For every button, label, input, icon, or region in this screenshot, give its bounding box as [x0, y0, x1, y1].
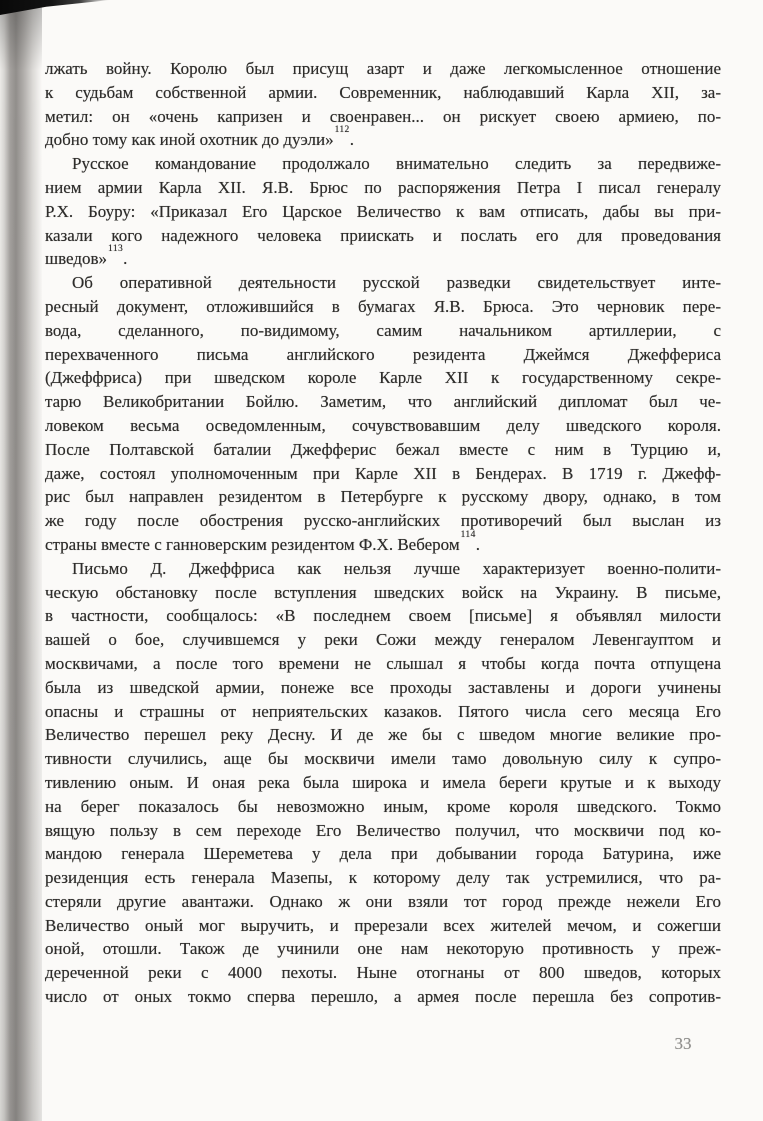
- text-line: [45, 842, 721, 866]
- text-line: [45, 985, 721, 1009]
- text-line: [45, 271, 721, 295]
- binding-shadow: [0, 0, 42, 1121]
- text-line: [45, 723, 721, 747]
- text-line: [45, 295, 721, 319]
- text-segment: Величество перешел реку Десну. И де же бы с шведом многие великие про-: [45, 725, 721, 745]
- text-line: [45, 604, 721, 628]
- text-line: [45, 866, 721, 890]
- text-segment: Об оперативной деятельности русской разведки свидетельствует инте-: [72, 273, 721, 293]
- text-segment: москвичами, а после того времени не слышал я чтобы когда почта отпущена: [45, 653, 721, 673]
- text-segment: к судьбам собственной армии. Современник, наблюдавший Карла XII, за-: [45, 82, 721, 102]
- text-block: [45, 57, 721, 1009]
- text-segment: вашей о бое, случившемся у реки Сожи между генералом Левенгауптом и: [45, 630, 721, 650]
- text-segment: число от оных токмо сперва перешло, а армея после перешла без сопротив-: [45, 987, 721, 1007]
- text-line: [45, 390, 721, 414]
- text-line: [45, 176, 721, 200]
- text-segment: вода, сделанного, по-видимому, самим начальником артиллерии, с: [45, 320, 721, 340]
- text-segment: шведов»: [45, 249, 108, 269]
- text-segment: ресный документ, отложившийся в бумагах Я.В. Брюса. Это черновик пере-: [45, 296, 721, 316]
- text-segment: Р.Х. Боуру: «Приказал Его Царское Величество к вам отписать, дабы вы при-: [45, 201, 721, 221]
- text-line: [45, 747, 721, 771]
- text-segment: рис был направлен резидентом в Петербурге к русскому двору, однако, в том: [45, 487, 721, 507]
- text-segment: .: [475, 534, 480, 554]
- text-line: [45, 462, 721, 486]
- text-segment: метил: он «очень капризен и своенравен... он рискует своею армиею, по-: [45, 106, 721, 126]
- footnote-marker: 113: [108, 244, 124, 255]
- text-line: [45, 224, 721, 248]
- text-line: [45, 485, 721, 509]
- text-segment: лжать войну. Королю был присущ азарт и даже легкомысленное отношение: [45, 59, 721, 78]
- text-line: [45, 319, 721, 343]
- text-line: [45, 676, 721, 700]
- text-line: [45, 200, 721, 224]
- text-segment: .: [349, 130, 354, 150]
- text-line: [45, 914, 721, 938]
- text-line: [45, 105, 721, 129]
- text-segment: тивлению оным. И оная река была широка и имела береги крутые и к выходу: [45, 772, 721, 792]
- text-line: [45, 771, 721, 795]
- text-line: [45, 509, 721, 533]
- text-segment: даже, состоял уполномоченным при Карле XII в Бендерах. В 1719 г. Джефф-: [45, 463, 721, 483]
- text-segment: мандою генерала Шереметева у дела при добывании города Батурина, иже: [45, 844, 721, 864]
- text-segment: дереченной реки с 4000 пехоты. Ныне отогнаны от 800 шведов, которых: [45, 963, 721, 983]
- text-line: [45, 937, 721, 961]
- text-line: [45, 81, 721, 105]
- text-line: [45, 343, 721, 367]
- text-segment: же году после обострения русско-английских противоречий был выслан из: [45, 511, 721, 531]
- text-line: [45, 557, 721, 581]
- text-line: [45, 961, 721, 985]
- text-line: [45, 366, 721, 390]
- text-segment: оной, отошли. Також де учинили оне нам некоторую противность у преж-: [45, 939, 721, 959]
- text-line: [45, 57, 721, 81]
- text-line: [45, 529, 721, 557]
- text-segment: После Полтавской баталии Джефферис бежал вместе с ним в Турцию и,: [45, 439, 721, 459]
- text-segment: вящую пользу в сем переходе Его Величество получил, что москвичи под ко-: [45, 820, 721, 840]
- text-segment: казали кого надежного человека приискать и послать его для проведования: [45, 225, 721, 245]
- text-segment: стеряли другие авантажи. Однако ж они взяли тот город прежде нежели Его: [45, 891, 721, 911]
- text-segment: Величество оный мог выручить, и пререзали всех жителей мечом, и сожегши: [45, 915, 721, 935]
- text-segment: нием армии Карла XII. Я.В. Брюс по распоряжения Петра I писал генералу: [45, 177, 721, 197]
- text-segment: тарю Великобритании Бойлю. Заметим, что английский дипломат был че-: [45, 392, 721, 412]
- text-segment: была из шведской армии, понеже все проходы заставлены и дороги учинены: [45, 677, 721, 697]
- text-line: [45, 628, 721, 652]
- text-segment: .: [123, 249, 128, 269]
- text-segment: резиденция есть генерала Мазепы, к которому делу так устремилися, что ра-: [45, 868, 721, 888]
- text-segment: ческую обстановку после вступления шведских войск на Украину. В письме,: [45, 582, 721, 602]
- text-line: [45, 438, 721, 462]
- text-line: [45, 244, 721, 271]
- text-segment: в частности, сообщалось: «В последнем своем [письме] я объявлял милости: [45, 606, 721, 626]
- text-line: [45, 890, 721, 914]
- text-line: [45, 581, 721, 605]
- page-number: 33: [674, 1034, 692, 1053]
- text-line: [45, 414, 721, 438]
- text-segment: страны вместе с ганноверским резидентом Ф.Х. Вебером: [45, 534, 460, 554]
- text-segment: Письмо Д. Джеффриса как нельзя лучше характеризует военно-полити-: [72, 558, 721, 578]
- text-segment: добно тому как иной охотник до дуэли»: [45, 130, 334, 150]
- text-segment: ловеком весьма осведомленным, сочувствовавшим делу шведского короля.: [45, 415, 721, 435]
- text-segment: на берег показалось бы невозможно иным, кроме короля шведского. Токмо: [45, 796, 721, 816]
- text-line: [45, 795, 721, 819]
- text-segment: тивности случились, аще бы москвичи имели тамо довольную силу к супро-: [45, 749, 721, 769]
- text-line: [45, 652, 721, 676]
- text-segment: опасны и страшны от неприятельских казаков. Пятого числа сего месяца Его: [45, 701, 721, 721]
- text-segment: Русское командование продолжало внимательно следить за передвиже-: [72, 154, 721, 174]
- text-segment: (Джеффриса) при шведском короле Карле XII к государственному секре-: [45, 368, 721, 388]
- text-segment: перехваченного письма английского резидента Джеймся Джеффериса: [45, 344, 721, 364]
- footnote-marker: 112: [334, 125, 350, 136]
- text-line: [45, 152, 721, 176]
- footnote-marker: 114: [460, 529, 476, 540]
- text-line: [45, 819, 721, 843]
- text-line: [45, 125, 721, 152]
- text-line: [45, 700, 721, 724]
